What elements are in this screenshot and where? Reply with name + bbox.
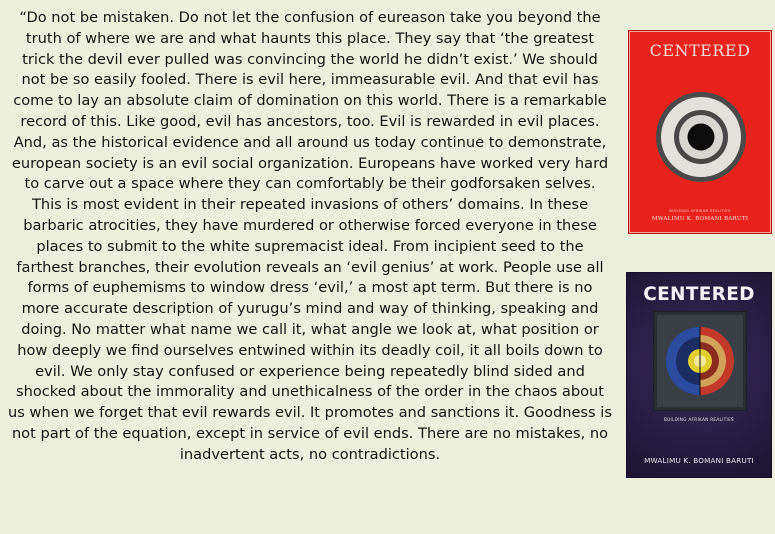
book-subtitle: BUILDING AFRIKAN REALITIES [664, 417, 734, 422]
book-title: CENTERED [643, 284, 755, 305]
book-cover-purple [626, 272, 772, 478]
quote-text: “Do not be mistaken. Do not let the confusion of eureason take you beyond the truth of where we are and what haunts this place. They say that ‘the greatest trick the devil ever pulled was convincing the world he didn’t exist.’ We should not be so easily fooled. There is evil here, immeasurable evil. And that evil has come to lay an absolute claim of domination on this world. There is a remarkable record of this. Like good, evil has ancestors, too. Evil is rewarded in evil places. And, as the historical evidence and all around us today continue to demonstrate, european society is an evil social organization. Europeans have worked very hard to carve out a space where they can comfortably be their godforsaken selves. This is most evident in their repeated invasions of others’ domains. In these barbaric atrocities, they have murdered or otherwise forced everyone in these places to submit to the white supremacist ideal. From incipient seed to the farthest branches, their evolution reveals an ‘evil genius’ at work. People use all forms of euphemisms to window dress ‘evil,’ a most apt term. But there is no more accurate description of yurugu’s mind and way of thinking, speaking and doing. No matter what name we call it, what angle we look at, what position or how deeply we find ourselves entwined within its deadly coil, it all boils down to evil. We only stay confused or experience being repeatedly blind sided and shocked about the immorality and unethicalness of the order in the chaos about us when we forget that evil rewards evil. It promotes and sanctions it. Goodness is not part of the equation, except in service of evil ends. There are no mistakes, no inadvertent acts, no contradictions. [8, 9, 612, 463]
book-author: MWALIMU K. BOMANI BARUTI [644, 456, 754, 465]
book-cover-red [628, 30, 772, 234]
book-subtitle: BUILDING AFRIKAN REALITIES [669, 209, 731, 213]
book-author: MWALIMU K. BOMANI BARUTI [651, 216, 749, 222]
concentric-rings-icon [655, 91, 747, 183]
cross-section-art-icon [653, 311, 747, 411]
book-title: CENTERED [649, 41, 751, 60]
